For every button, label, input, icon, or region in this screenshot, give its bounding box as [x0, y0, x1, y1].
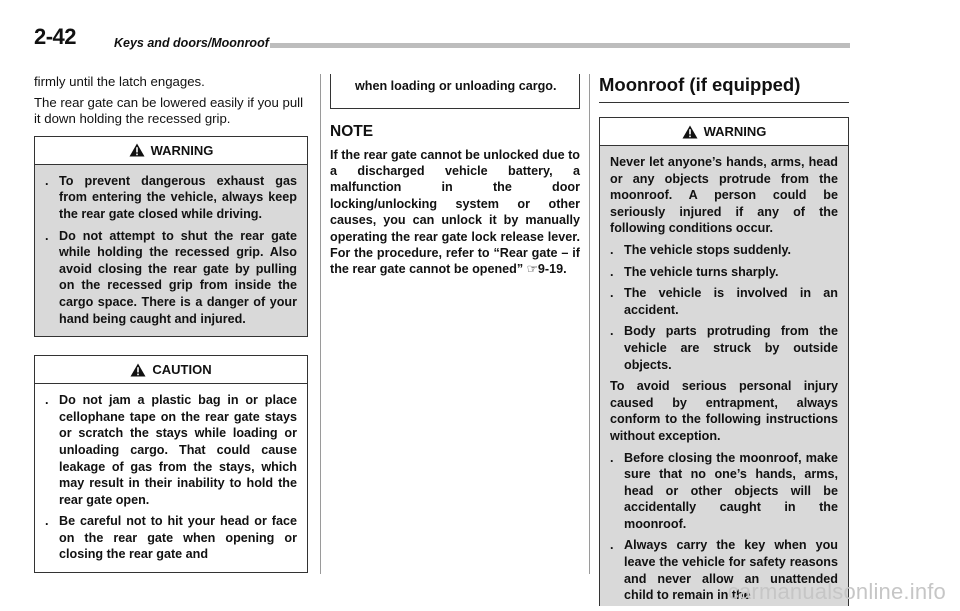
caution-title: CAUTION	[152, 362, 212, 378]
column-right	[599, 74, 849, 606]
moonroof-warning-header	[600, 118, 848, 146]
warning-bullet	[610, 264, 838, 281]
note-text: If the rear gate cannot be unlocked due to a discharged vehicle battery, a malfunction in the door locking/unlocking system or other causes, you can unlock it by manually operating the rear gate lock release lever. For the procedure, refer to “Rear gate – if the rear gate cannot be opened” ☞9-19.	[330, 147, 580, 277]
bullet-marker: .	[610, 264, 614, 279]
warning-box	[34, 136, 308, 337]
bullet-marker: .	[45, 173, 49, 188]
caution-box-continued	[330, 74, 580, 109]
warning-triangle-icon	[682, 125, 698, 139]
caution-continuation-text: when loading or unloading cargo.	[355, 79, 557, 93]
bullet-text: Do not jam a plastic bag in or place cellophane tape on the rear gate stays or scratch the stays while loading or unloading cargo. That could cause leakage of gas from the stays, which may result in their inability to hold the rear gate open.	[59, 393, 297, 507]
bullet-marker: .	[610, 242, 614, 257]
moonroof-warning-body	[600, 146, 848, 606]
page-header	[34, 24, 850, 54]
warning-body	[35, 165, 307, 336]
page-number: 2-42	[34, 24, 77, 49]
warning-bullet	[610, 285, 838, 318]
bullet-text: Be careful not to hit your head or face on the rear gate when opening or closing the rear gate and	[59, 514, 297, 562]
caution-bullet	[45, 392, 297, 508]
header-rule	[270, 43, 850, 48]
warning-triangle-icon	[129, 143, 145, 157]
warning-bullet	[610, 450, 838, 533]
warning-header	[35, 137, 307, 165]
watermark: carmanualsonline.info	[727, 579, 946, 604]
bullet-marker: .	[610, 538, 614, 553]
column-divider	[589, 74, 590, 574]
caution-bullet	[45, 513, 297, 563]
body-paragraph: The rear gate can be lowered easily if you pull it down holding the recessed grip.	[34, 94, 304, 127]
column-left	[34, 74, 308, 573]
bullet-marker: .	[45, 514, 49, 529]
caution-triangle-icon	[130, 363, 146, 377]
warning-paragraph: To avoid serious personal injury caused by entrapment, always conform to the following instructions without exception.	[610, 379, 838, 443]
bullet-marker: .	[45, 393, 49, 408]
warning-bullet	[610, 323, 838, 373]
caution-box	[34, 355, 308, 573]
column-middle	[330, 74, 580, 278]
bullet-text: The vehicle turns sharply.	[624, 264, 779, 279]
bullet-marker: .	[610, 286, 614, 301]
bullet-marker: .	[45, 228, 49, 243]
warning-bullet	[610, 242, 838, 259]
bullet-text: The vehicle is involved in an accident.	[624, 286, 838, 317]
bullet-text: Always carry the key when you leave the vehicle for safety reasons and never allow an unattended child to remain in the	[624, 538, 838, 603]
caution-header	[35, 356, 307, 384]
caution-body	[35, 384, 307, 572]
bullet-text: Body parts protruding from the vehicle are struck by outside objects.	[624, 324, 838, 372]
section-title: Keys and doors/Moonroof	[114, 36, 269, 50]
warning-bullet	[45, 228, 297, 328]
warning-title: WARNING	[150, 142, 214, 158]
body-paragraph: firmly until the latch engages.	[34, 74, 205, 89]
column-divider	[320, 74, 321, 574]
warning-intro: Never let anyone’s hands, arms, head or any objects protrude from the moonroof. A person could be seriously injured if any of the following conditions occur.	[610, 155, 838, 236]
bullet-marker: .	[610, 450, 614, 465]
caution-continued-body	[331, 74, 579, 108]
moonroof-section-title: Moonroof (if equipped)	[599, 74, 849, 103]
bullet-text: Do not attempt to shut the rear gate while holding the recessed grip. Also avoid closing the rear gate by pulling on the recessed grip from inside the cargo space. There is a danger of your hand being caught and injured.	[59, 228, 297, 326]
bullet-text: Before closing the moonroof, make sure that no one’s hands, arms, head or other objects will be accidentally caught in the moonroof.	[624, 450, 838, 531]
bullet-text: The vehicle stops suddenly.	[624, 242, 792, 257]
bullet-text: To prevent dangerous exhaust gas from entering the vehicle, always keep the rear gate closed while driving.	[59, 173, 297, 221]
moonroof-warning-box	[599, 117, 849, 606]
note-heading: NOTE	[330, 122, 374, 140]
moonroof-warning-title: WARNING	[703, 124, 767, 139]
warning-bullet	[45, 173, 297, 223]
bullet-marker: .	[610, 324, 614, 339]
